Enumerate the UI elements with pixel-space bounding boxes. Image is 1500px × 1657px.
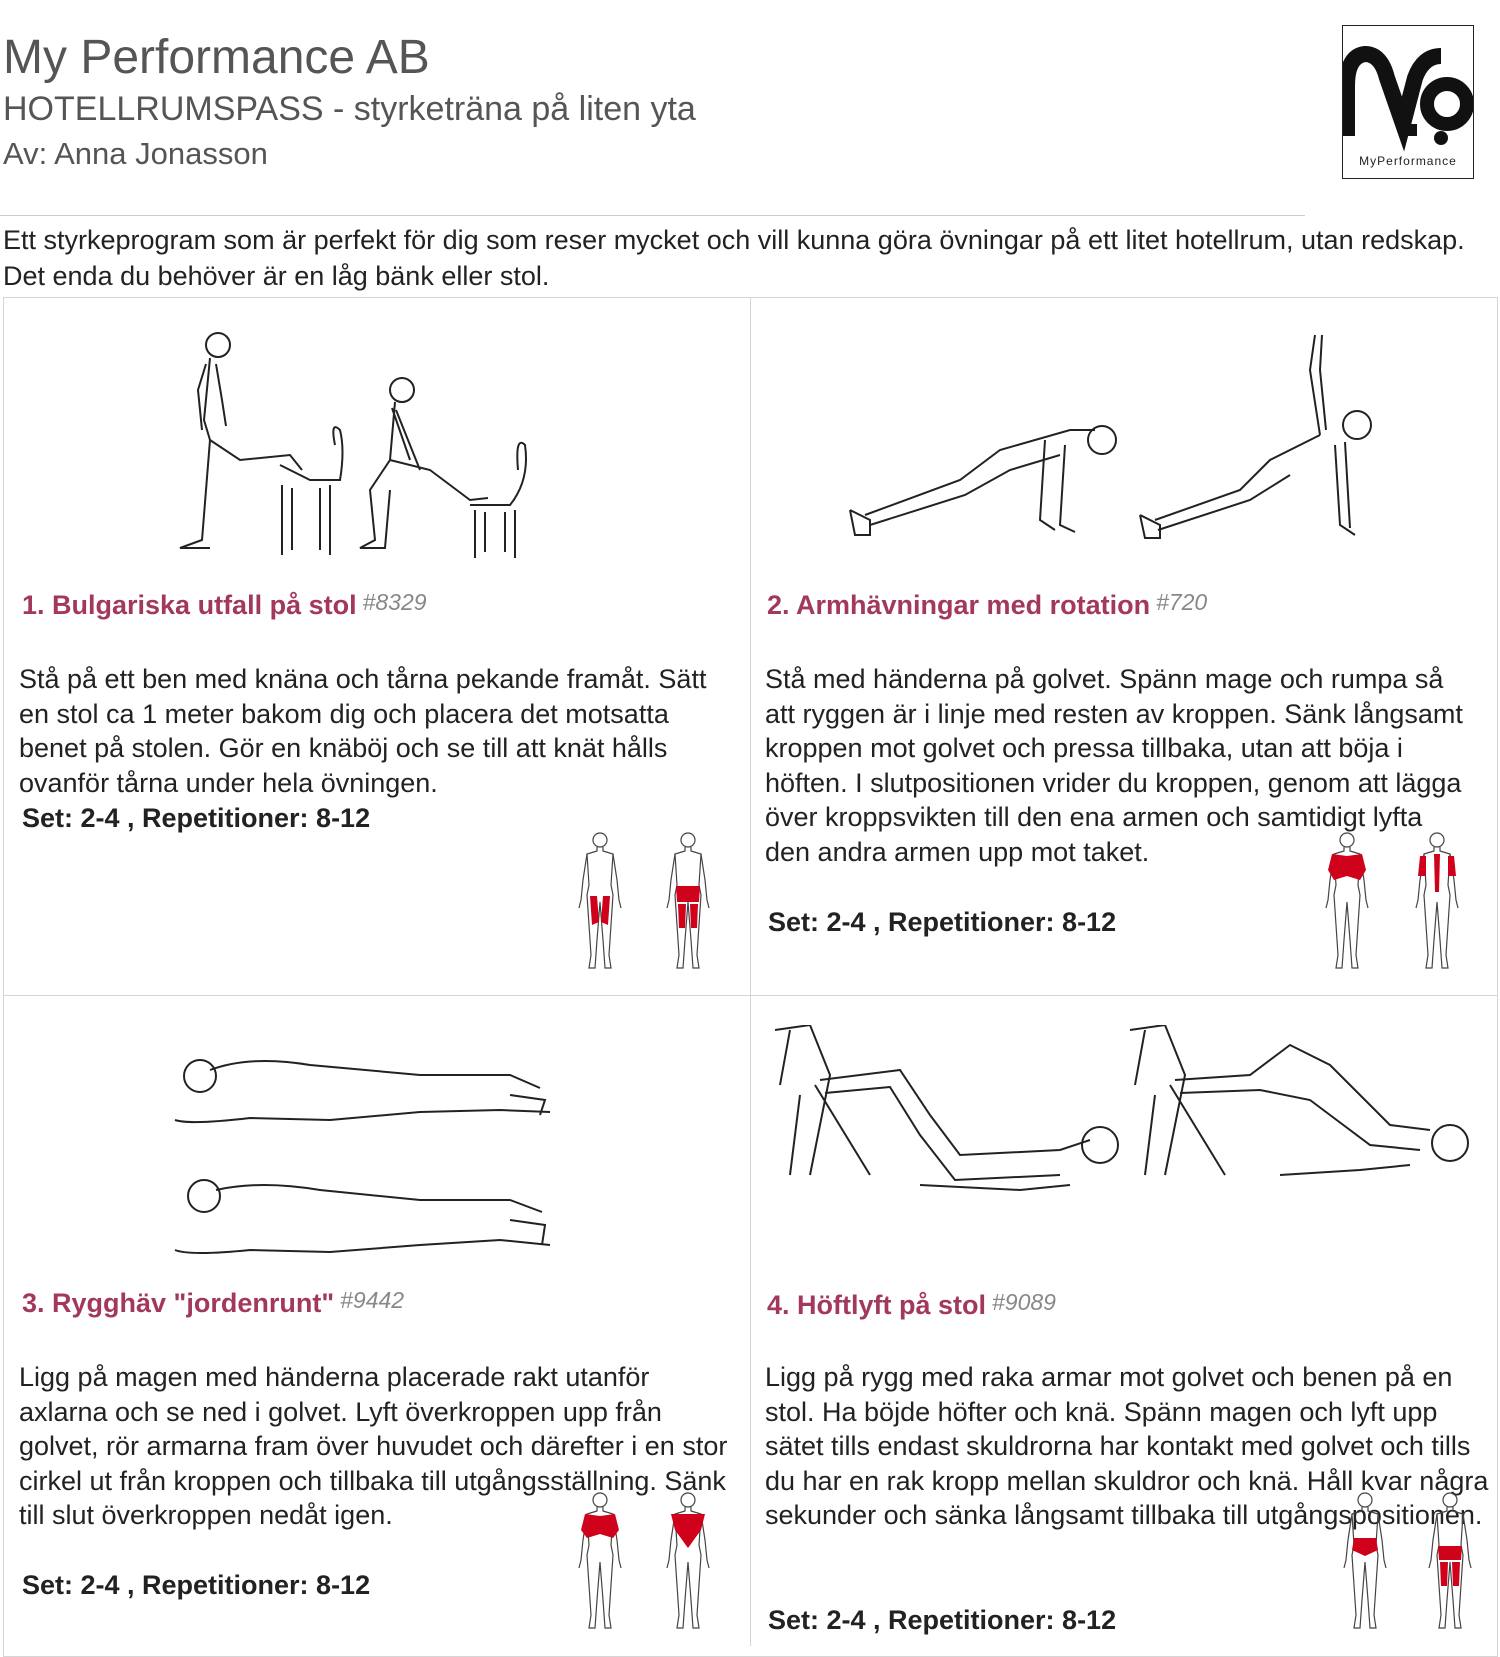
exercise-2-id: #720 bbox=[1156, 589, 1208, 615]
exercise-3-illustration bbox=[170, 1040, 590, 1270]
exercise-4-id: #9089 bbox=[992, 1289, 1056, 1315]
logo bbox=[1342, 25, 1474, 179]
exercise-2-sets: Set: 2-4 , Repetitioner: 8-12 bbox=[768, 907, 1117, 937]
exercise-1-title bbox=[22, 590, 427, 621]
exercise-4-description-text: Ligg på rygg med raka armar mot golvet och benen på en stol. Ha böjde höfter och knä. Spänn magen och lyft upp sätet tills endast skuldrorna har kontakt med golvet och tills du har en rak kropp mellan skuldror och knä. Håll kvar några sekunder och sänka långsamt tillbaka till utgångspositionen. bbox=[765, 1362, 1489, 1530]
grid-divider-vertical bbox=[750, 297, 751, 1646]
exercise-1-title-text: 1. Bulgariska utfall på stol bbox=[22, 590, 357, 620]
header-divider bbox=[0, 215, 1305, 216]
exercise-3-title-text: 3. Rygghäv "jordenrunt" bbox=[22, 1288, 335, 1318]
exercise-2-illustration bbox=[840, 330, 1400, 560]
exercise-3-id: #9442 bbox=[340, 1287, 405, 1313]
exercise-4-sets: Set: 2-4 , Repetitioner: 8-12 bbox=[768, 1605, 1117, 1635]
intro-text: Ett styrkeprogram som är perfekt för dig som reser mycket och vill kunna göra övningar på ett litet hotellrum, utan redskap. Det enda du behöver är en låg bänk eller stol. bbox=[3, 225, 1465, 291]
exercise-3-description-text: Ligg på magen med händerna placerade rakt utanför axlarna och se ned i golvet. Lyft överkroppen upp från golvet, rör armarna fram över huvudet och därefter i en stor cirkel ut från kroppen och tillbaka till utgångsställning. Sänk till slut överkroppen nedåt igen. bbox=[19, 1362, 728, 1530]
logo-mark-icon bbox=[1343, 26, 1473, 156]
exercise-2-title-text: 2. Armhävningar med rotation bbox=[767, 590, 1151, 620]
exercise-2-description-text: Stå med händerna på golvet. Spänn mage och rumpa så att ryggen är i linje med resten av kroppen. Sänk långsamt kroppen mot golvet och pressa tillbaka, utan att böja i höften. I slutpositionen vrider du kroppen, genom att lägga över kroppsvikten till den ena armen och samtidigt lyfta den andra armen upp mot taket. bbox=[765, 664, 1463, 867]
muscle-front-figure bbox=[1344, 1493, 1386, 1628]
exercise-1-id: #8329 bbox=[362, 589, 427, 615]
exercise-4-title-text: 4. Höftlyft på stol bbox=[767, 1290, 987, 1320]
exercise-1-description: Stå på ett ben med knäna och tårna pekande framåt. Sätt en stol ca 1 meter bakom dig och placera det motsatta benet på stolen. Gör en knäböj och se till att knät hålls ovanför tårna under hela övningen. bbox=[19, 664, 707, 798]
exercise-4-muscle-map bbox=[1340, 1490, 1490, 1630]
page-title: My Performance AB bbox=[3, 31, 430, 84]
muscle-back-figure bbox=[667, 1493, 709, 1628]
exercise-3-muscle-map bbox=[575, 1490, 725, 1630]
exercise-3-sets: Set: 2-4 , Repetitioner: 8-12 bbox=[22, 1570, 371, 1600]
logo-text: MyPerformance bbox=[1359, 154, 1457, 168]
exercise-1-muscle-map bbox=[575, 830, 725, 970]
exercise-4-title bbox=[767, 1290, 1056, 1321]
exercise-1-sets: Set: 2-4 , Repetitioner: 8-12 bbox=[22, 803, 371, 833]
exercise-2-muscle-map bbox=[1322, 830, 1482, 970]
muscle-front-figure bbox=[1326, 833, 1368, 968]
muscle-back-figure bbox=[1416, 833, 1458, 968]
exercise-3-title bbox=[22, 1288, 404, 1319]
muscle-back-figure bbox=[1429, 1493, 1471, 1628]
exercise-1-illustration bbox=[170, 330, 590, 560]
exercise-4-illustration bbox=[770, 1025, 1480, 1225]
author: Av: Anna Jonasson bbox=[3, 136, 268, 171]
page-subtitle: HOTELLRUMSPASS - styrketräna på liten yta bbox=[3, 90, 696, 128]
grid-divider-horizontal bbox=[3, 995, 1498, 996]
muscle-back-figure bbox=[667, 833, 709, 968]
exercise-2-title bbox=[767, 590, 1207, 621]
muscle-front-figure bbox=[579, 833, 621, 968]
muscle-front-figure bbox=[579, 1493, 621, 1628]
